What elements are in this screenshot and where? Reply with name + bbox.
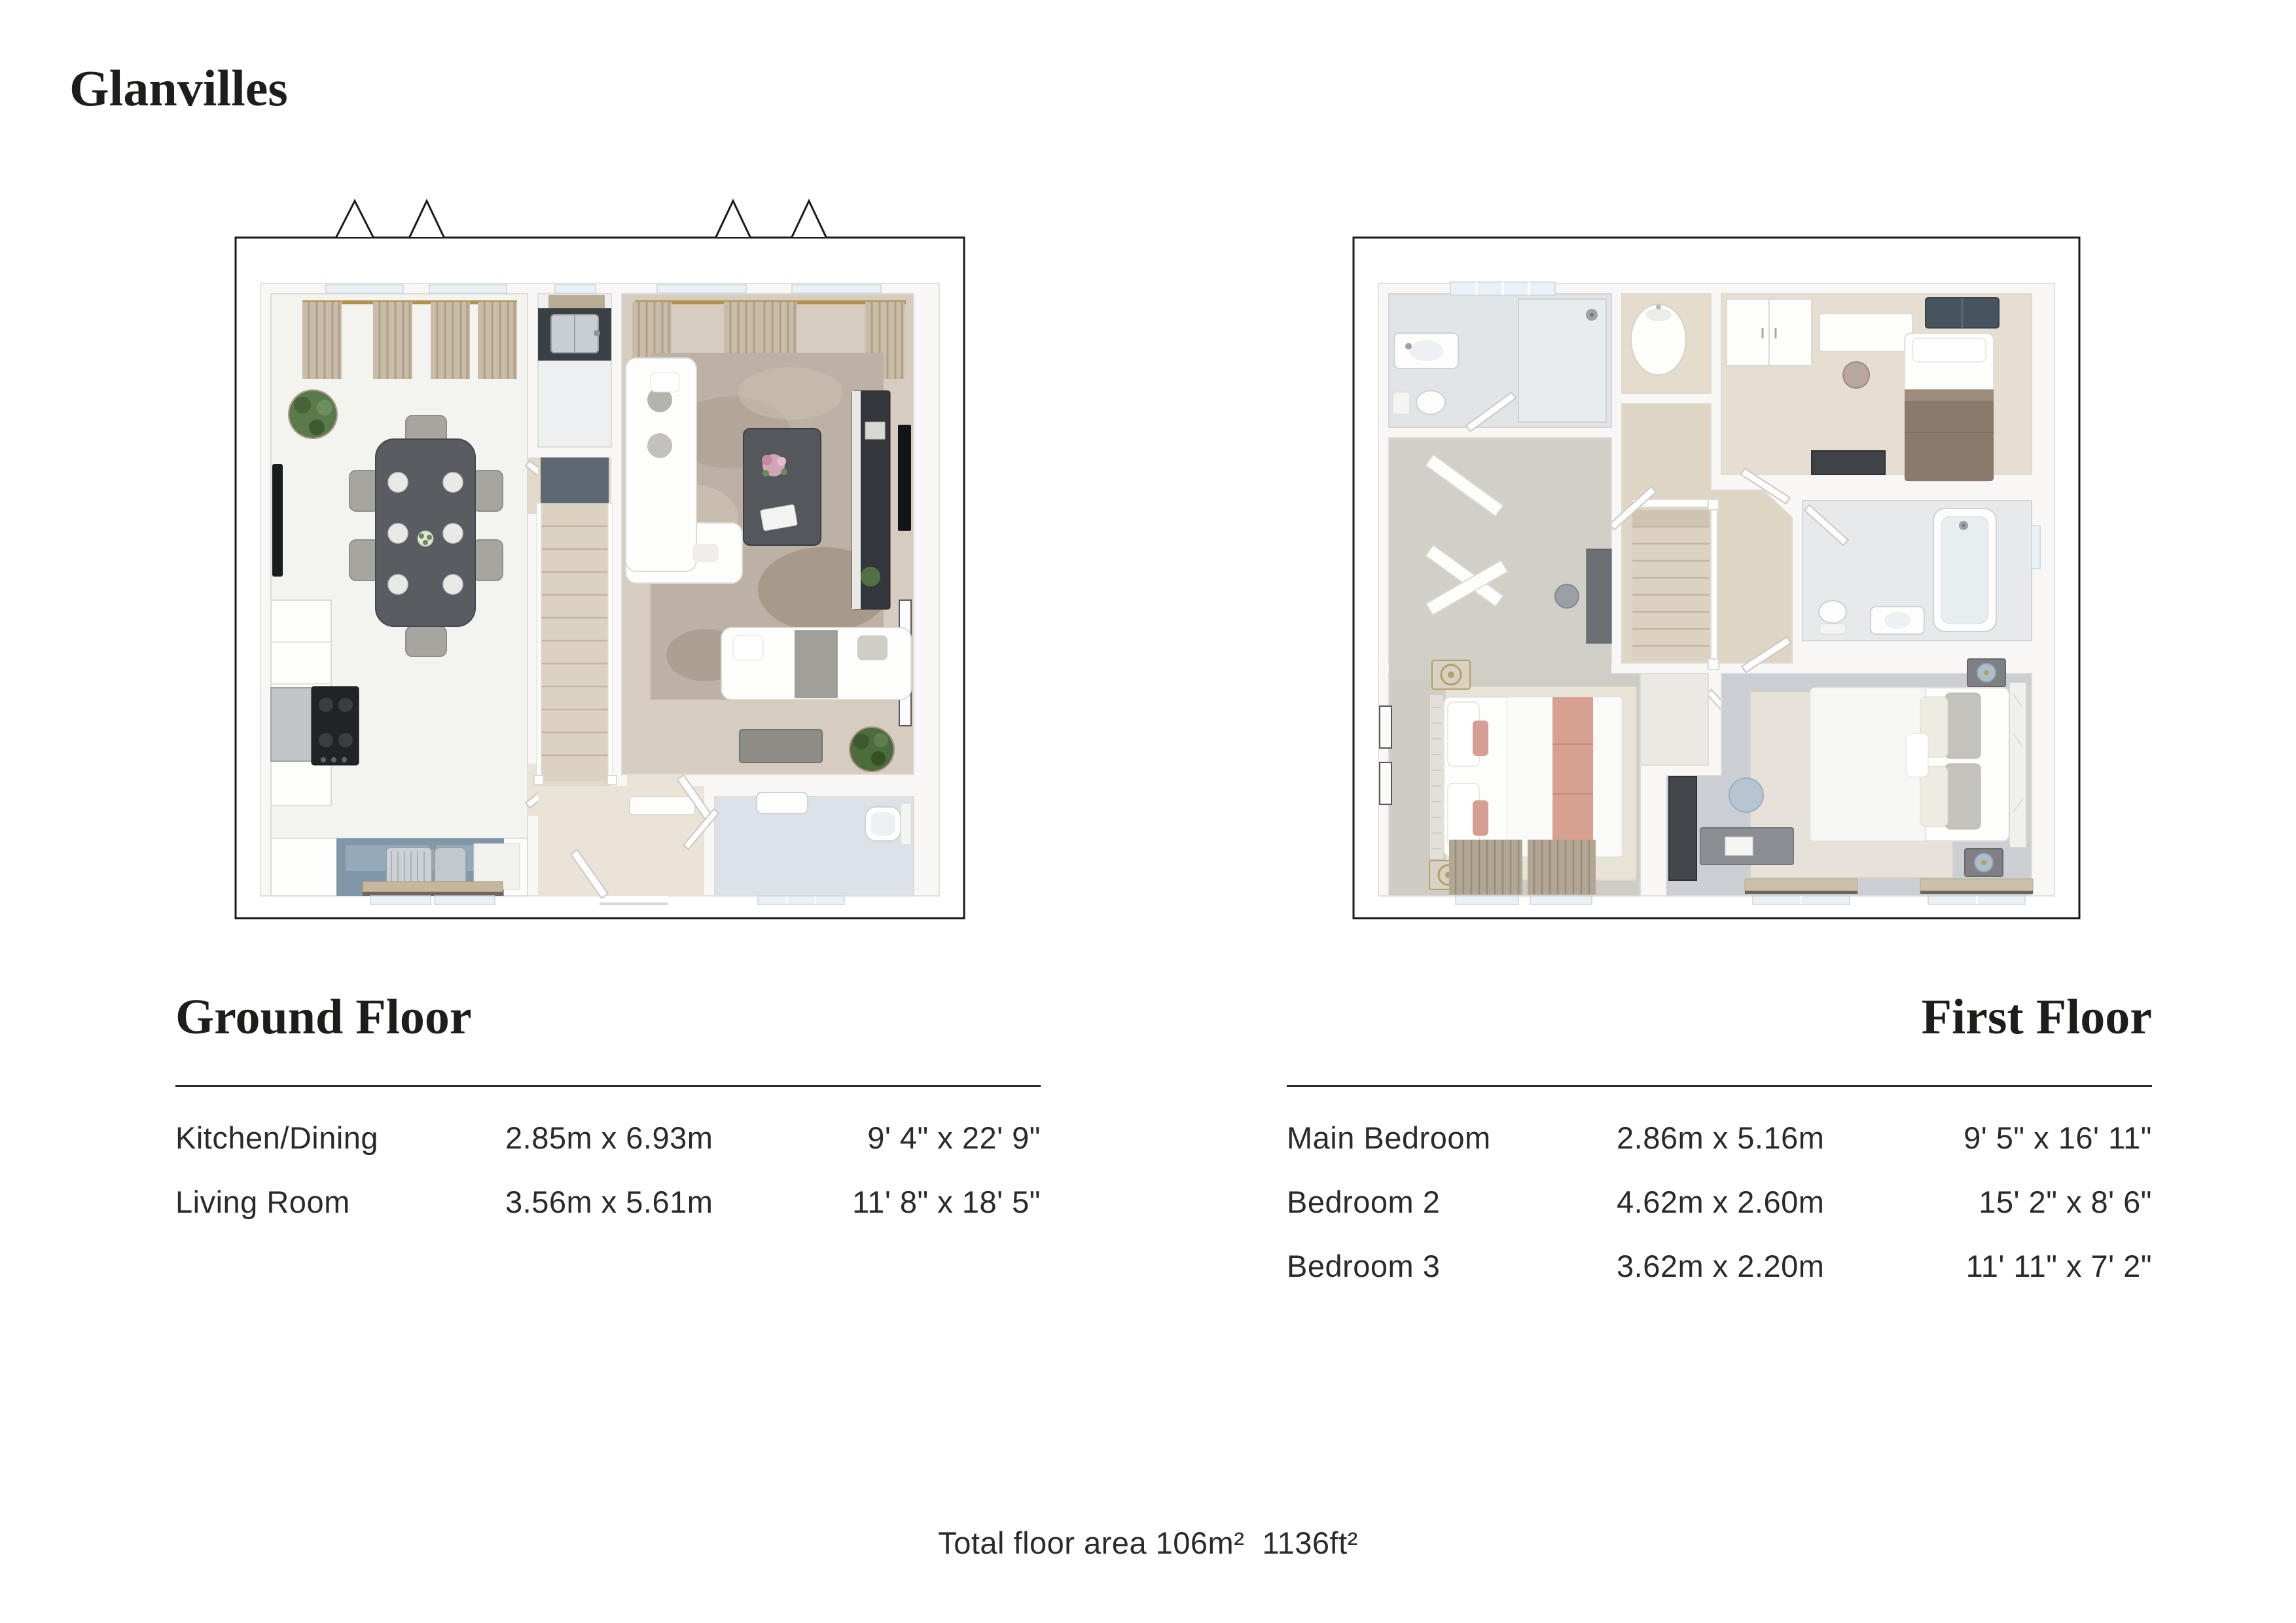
window bbox=[370, 896, 431, 904]
bathroom bbox=[1803, 501, 2040, 641]
window bbox=[429, 285, 507, 293]
ground-floor-heading: Ground Floor bbox=[175, 990, 472, 1044]
double-bed bbox=[1429, 694, 1622, 859]
ensuite-room bbox=[1389, 282, 1611, 431]
kitchen-dining-room bbox=[271, 285, 571, 904]
window bbox=[435, 896, 495, 904]
imperial-dimensions: 11' 11" x 7' 2" bbox=[1965, 1249, 2152, 1283]
cushion bbox=[1473, 721, 1488, 756]
imperial-dimensions: 9' 5" x 16' 11" bbox=[1964, 1120, 2152, 1155]
cushion bbox=[1906, 734, 1928, 777]
sideboard bbox=[740, 730, 822, 762]
nightstand bbox=[1965, 849, 2003, 876]
sofa bbox=[721, 628, 911, 700]
room-name: Bedroom 2 bbox=[1287, 1185, 1441, 1219]
newel-post bbox=[1708, 659, 1719, 669]
staircase bbox=[541, 503, 609, 781]
window bbox=[792, 285, 881, 293]
nightstand bbox=[1432, 660, 1470, 689]
roman-blind bbox=[548, 295, 605, 308]
basin bbox=[757, 793, 808, 813]
ground-floor-spec bbox=[175, 992, 1041, 1248]
metric-dimensions: 3.56m x 5.61m bbox=[505, 1185, 713, 1219]
wc-room bbox=[683, 793, 914, 904]
potted-plant bbox=[850, 727, 894, 772]
imperial-dimensions: 9' 4" x 22' 9" bbox=[867, 1120, 1041, 1155]
living-room bbox=[622, 285, 914, 774]
hall-console bbox=[630, 796, 695, 815]
stair-stringer bbox=[537, 503, 541, 781]
bedroom-3 bbox=[1721, 294, 2032, 504]
stool bbox=[1555, 584, 1579, 608]
metric-dimensions: 3.62m x 2.20m bbox=[1617, 1249, 1825, 1283]
first-floor-table bbox=[1287, 1120, 2152, 1312]
staircase bbox=[1632, 510, 1710, 660]
media-unit bbox=[852, 391, 890, 609]
page-title: Glanvilles bbox=[69, 60, 288, 116]
window bbox=[555, 285, 596, 293]
tap bbox=[429, 842, 437, 850]
banister bbox=[1711, 505, 1717, 664]
throw bbox=[1552, 697, 1593, 857]
room-name: Main Bedroom bbox=[1287, 1120, 1491, 1155]
curtains bbox=[1449, 840, 1596, 895]
ground-floor-table bbox=[175, 1120, 1041, 1248]
imperial-dimensions: 15' 2" x 8' 6" bbox=[1979, 1185, 2152, 1219]
window bbox=[1456, 896, 1518, 904]
imperial-dimensions: 11' 8" x 18' 5" bbox=[852, 1185, 1041, 1219]
main-bedroom bbox=[1380, 438, 1640, 904]
desk-chair bbox=[1729, 778, 1763, 812]
wall-tv bbox=[898, 425, 911, 531]
newel-post bbox=[534, 776, 543, 785]
table-row bbox=[175, 1184, 1041, 1248]
window bbox=[657, 285, 746, 293]
laptop bbox=[1725, 837, 1753, 855]
potted-plant bbox=[289, 390, 337, 438]
utility-room bbox=[538, 285, 611, 447]
wardrobe bbox=[1669, 777, 1696, 880]
window bbox=[1530, 896, 1592, 904]
window bbox=[2032, 526, 2040, 569]
first-floor-plan-image bbox=[1352, 200, 2081, 921]
cushion bbox=[1473, 800, 1488, 836]
coffee-table bbox=[744, 429, 821, 545]
nightstand bbox=[1967, 659, 2005, 687]
dressing-table bbox=[1587, 549, 1611, 643]
newel-post bbox=[607, 776, 617, 785]
single-bed bbox=[1905, 333, 1994, 481]
bathtub bbox=[1933, 508, 1996, 632]
stool bbox=[1843, 362, 1869, 388]
pillow bbox=[1945, 693, 1981, 758]
roof-peak-markers bbox=[336, 201, 826, 237]
tap bbox=[594, 330, 600, 336]
room-name: Living Room bbox=[175, 1185, 350, 1219]
first-floor-spec bbox=[1287, 992, 2152, 1312]
first-floor-heading: First Floor bbox=[1921, 990, 2152, 1044]
divider-rule bbox=[175, 1085, 1041, 1087]
tap bbox=[1405, 343, 1412, 349]
table-row bbox=[1287, 1248, 2152, 1312]
ground-floor-plan-image bbox=[234, 200, 965, 921]
newel-post bbox=[1708, 499, 1719, 510]
headboard bbox=[1429, 694, 1444, 859]
toilet bbox=[1819, 601, 1846, 623]
table-row bbox=[1287, 1120, 2152, 1184]
table-row bbox=[175, 1120, 1041, 1184]
window-seat bbox=[363, 882, 503, 892]
door-opening bbox=[627, 774, 683, 786]
pillow bbox=[1912, 338, 1986, 362]
headboard bbox=[2009, 683, 2026, 847]
plant bbox=[861, 567, 880, 586]
total-floor-area: Total floor area 106m² 1136ft² bbox=[938, 1525, 1358, 1560]
room-opening bbox=[1389, 658, 1611, 680]
metric-dimensions: 2.85m x 6.93m bbox=[505, 1120, 713, 1155]
airing-cupboard bbox=[1622, 294, 1711, 393]
cistern bbox=[1820, 624, 1846, 634]
window bbox=[326, 285, 403, 293]
framed-art bbox=[865, 422, 885, 439]
pillow bbox=[1945, 764, 1981, 829]
cistern bbox=[1393, 392, 1410, 414]
blanket bbox=[1905, 389, 1994, 481]
room-name: Kitchen/Dining bbox=[175, 1120, 379, 1155]
divider-rule bbox=[1287, 1085, 2152, 1087]
half-landing bbox=[541, 457, 609, 503]
metric-dimensions: 2.86m x 5.16m bbox=[1617, 1120, 1825, 1155]
wall-tv bbox=[272, 464, 283, 577]
bedroom-2 bbox=[1666, 659, 2033, 904]
low-cabinet bbox=[1812, 451, 1885, 474]
double-bed bbox=[1810, 683, 2026, 847]
hob bbox=[312, 687, 359, 765]
dressing-floor bbox=[1389, 438, 1611, 663]
metric-dimensions: 4.62m x 2.60m bbox=[1617, 1185, 1825, 1219]
window bbox=[758, 896, 844, 904]
desk bbox=[1820, 313, 1912, 351]
toilet bbox=[1416, 391, 1445, 414]
room-name: Bedroom 3 bbox=[1287, 1249, 1441, 1283]
table-row bbox=[1287, 1184, 2152, 1248]
throw bbox=[795, 630, 838, 698]
cistern bbox=[901, 803, 911, 845]
stair-stringer bbox=[608, 503, 613, 781]
